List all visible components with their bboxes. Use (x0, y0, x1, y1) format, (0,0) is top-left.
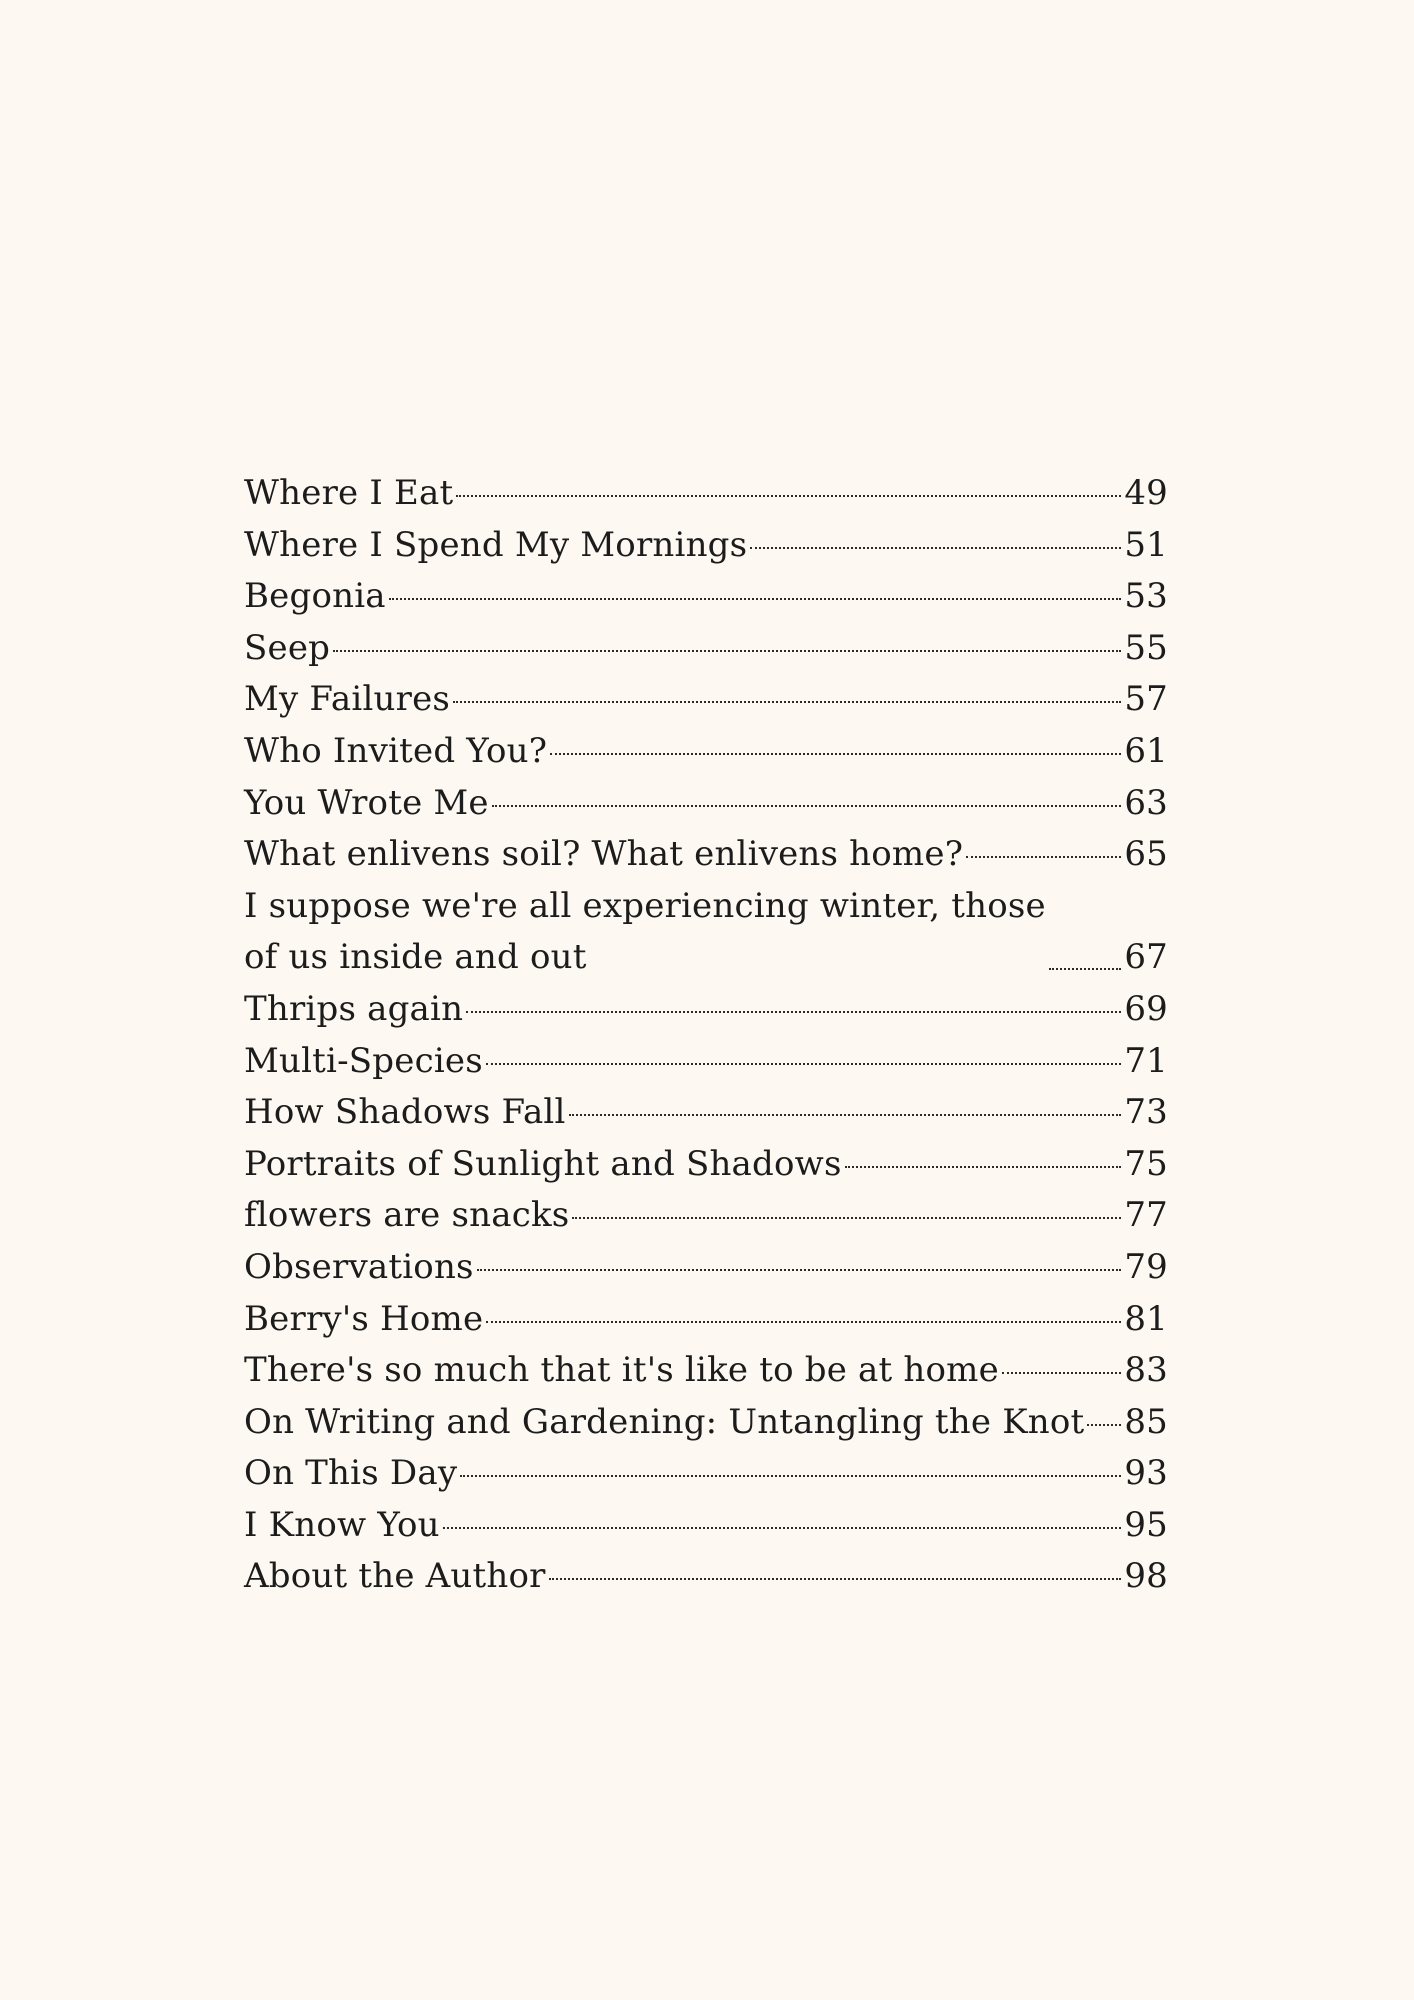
toc-entry-title: Observations (244, 1246, 474, 1287)
toc-entry-page: 85 (1124, 1401, 1168, 1442)
dot-leader (486, 1321, 1121, 1323)
toc-entry-page: 79 (1124, 1246, 1168, 1287)
dot-leader (333, 650, 1121, 652)
toc-entry-page: 77 (1124, 1195, 1168, 1236)
toc-entry-title: There's so much that it's like to be at home (244, 1350, 999, 1391)
toc-entry-title: My Failures (244, 679, 451, 720)
toc-entry-title: Begonia (244, 576, 386, 617)
toc-entry-title: Who Invited You? (244, 730, 548, 771)
toc-entry-title: You Wrote Me (244, 782, 489, 823)
toc-entry-title: Seep (244, 627, 331, 668)
table-of-contents (244, 468, 1168, 1603)
toc-entry-title: How Shadows Fall (244, 1092, 566, 1133)
toc-entry (244, 829, 1168, 881)
toc-entry-title: Thrips again (244, 988, 464, 1029)
toc-entry-page: 95 (1124, 1504, 1168, 1545)
toc-entry (244, 1139, 1168, 1191)
toc-entry-page: 93 (1124, 1453, 1168, 1494)
toc-entry-page: 51 (1124, 524, 1168, 565)
dot-leader (492, 805, 1122, 807)
toc-entry (244, 881, 1168, 984)
toc-entry-title: Berry's Home (244, 1298, 484, 1339)
toc-entry (244, 1345, 1168, 1397)
dot-leader (1002, 1372, 1121, 1374)
toc-entry-page: 98 (1124, 1556, 1168, 1597)
toc-entry (244, 1397, 1168, 1449)
toc-entry-page: 61 (1124, 730, 1168, 771)
toc-entry (244, 726, 1168, 778)
toc-entry-title: Portraits of Sunlight and Shadows (244, 1143, 842, 1184)
toc-entry-page: 55 (1124, 627, 1168, 668)
toc-entry (244, 571, 1168, 623)
toc-entry-title (244, 881, 1046, 984)
toc-entry (244, 1448, 1168, 1500)
toc-entry-page: 53 (1124, 576, 1168, 617)
toc-entry (244, 984, 1168, 1036)
toc-entry-page: 57 (1124, 679, 1168, 720)
dot-leader (466, 1011, 1121, 1013)
toc-entry (244, 1087, 1168, 1139)
dot-leader (572, 1217, 1121, 1219)
toc-entry-title: On This Day (244, 1453, 458, 1494)
dot-leader (1087, 1424, 1121, 1426)
dot-leader (460, 1475, 1121, 1477)
dot-leader (549, 1578, 1122, 1580)
toc-entry (244, 1242, 1168, 1294)
dot-leader (443, 1527, 1122, 1529)
toc-entry-title-line-1: I suppose we're all experiencing winter, those (244, 885, 1046, 926)
dot-leader (750, 547, 1121, 549)
toc-entry-page: 49 (1124, 473, 1168, 513)
toc-entry (244, 1190, 1168, 1242)
toc-entry (244, 674, 1168, 726)
dot-leader (550, 753, 1121, 755)
toc-entry-page: 81 (1124, 1298, 1168, 1339)
toc-entry (244, 1500, 1168, 1552)
toc-entry (244, 1294, 1168, 1346)
dot-leader (966, 856, 1121, 858)
toc-entry-title: flowers are snacks (244, 1195, 570, 1236)
toc-entry (244, 520, 1168, 572)
toc-entry (244, 1551, 1168, 1603)
toc-entry-title: Multi-Species (244, 1040, 483, 1081)
toc-entry-page: 69 (1124, 988, 1168, 1029)
dot-leader (569, 1114, 1122, 1116)
toc-entry-title: Where I Spend My Mornings (244, 524, 748, 565)
dot-leader (477, 1269, 1122, 1271)
toc-entry-title: What enlivens soil? What enlivens home? (244, 834, 964, 875)
toc-entry-page: 75 (1124, 1143, 1168, 1184)
dot-leader (1049, 968, 1121, 970)
dot-leader (456, 495, 1121, 497)
dot-leader (845, 1166, 1122, 1168)
toc-entry-page: 65 (1124, 834, 1168, 875)
dot-leader (389, 598, 1122, 600)
toc-entry-title: I Know You (244, 1504, 440, 1545)
toc-entry-page: 63 (1124, 782, 1168, 823)
toc-entry-page: 73 (1124, 1092, 1168, 1133)
toc-entry (244, 468, 1168, 520)
toc-entry (244, 1036, 1168, 1088)
toc-entry-page: 83 (1124, 1350, 1168, 1391)
toc-entry-page: 71 (1124, 1040, 1168, 1081)
toc-entry-title: On Writing and Gardening: Untangling the Knot (244, 1401, 1085, 1442)
toc-entry-title: About the Author (244, 1556, 546, 1597)
toc-entry (244, 623, 1168, 675)
dot-leader (453, 701, 1121, 703)
toc-entry-title: Where I Eat (244, 473, 454, 513)
toc-entry-title-line-2: of us inside and out (244, 937, 587, 978)
toc-entry (244, 778, 1168, 830)
dot-leader (486, 1063, 1121, 1065)
toc-entry-page: 67 (1124, 937, 1168, 978)
